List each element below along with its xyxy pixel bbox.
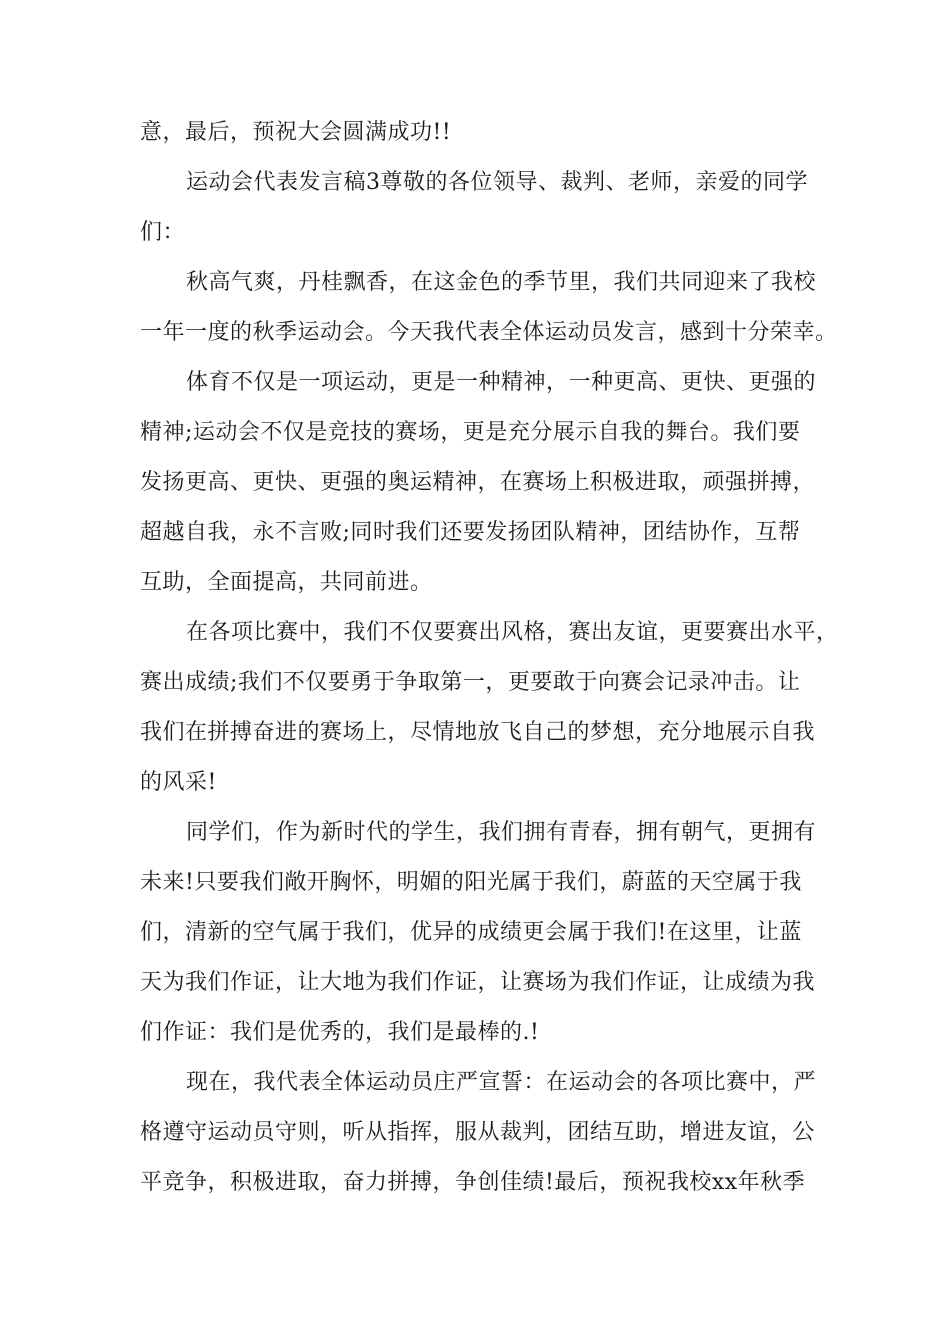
text-line: 互助，全面提高，共同前进。 [140,570,433,595]
text-line: 平竞争，积极进取，奋力拼搏，争创佳绩!最后，预祝我校xx年秋季 [140,1170,806,1195]
text-line: 的风采! [140,770,217,795]
text-line: 们： [140,220,186,245]
text-line: 运动会代表发言稿3尊敬的各位领导、裁判、老师，亲爱的同学 [186,170,808,195]
text-line: 我们在拼搏奋进的赛场上，尽情地放飞自己的梦想，充分地展示自我 [140,720,816,745]
text-line: 天为我们作证，让大地为我们作证，让赛场为我们作证，让成绩为我 [140,970,816,995]
text-line: 赛出成绩;我们不仅要勇于争取第一，更要敢于向赛会记录冲击。让 [140,670,801,695]
text-line: 在各项比赛中，我们不仅要赛出风格，赛出友谊，更要赛出水平， [186,620,839,645]
text-line: 未来!只要我们敞开胸怀，明媚的阳光属于我们，蔚蓝的天空属于我 [140,870,802,895]
text-line: 意，最后，预祝大会圆满成功!! [140,120,452,145]
text-line: 们作证：我们是优秀的，我们是最棒的.! [140,1020,540,1045]
text-line: 体育不仅是一项运动，更是一种精神，一种更高、更快、更强的 [186,370,817,395]
text-line: 精神;运动会不仅是竞技的赛场，更是充分展示自我的舞台。我们要 [140,420,801,445]
text-line: 现在，我代表全体运动员庄严宣誓：在运动会的各项比赛中，严 [186,1070,817,1095]
text-line: 秋高气爽，丹桂飘香，在这金色的季节里，我们共同迎来了我校 [186,270,817,295]
text-line: 超越自我，永不言败;同时我们还要发扬团队精神，团结协作，互帮 [140,520,801,545]
text-line: 一年一度的秋季运动会。今天我代表全体运动员发言，感到十分荣幸。 [140,320,838,345]
text-line: 同学们，作为新时代的学生，我们拥有青春，拥有朝气，更拥有 [186,820,817,845]
text-line: 们，清新的空气属于我们，优异的成绩更会属于我们!在这里，让蓝 [140,920,802,945]
text-line: 发扬更高、更快、更强的奥运精神，在赛场上积极进取，顽强拼搏， [140,470,816,495]
text-line: 格遵守运动员守则，听从指挥，服从裁判，团结互助，增进友谊，公 [140,1120,816,1145]
